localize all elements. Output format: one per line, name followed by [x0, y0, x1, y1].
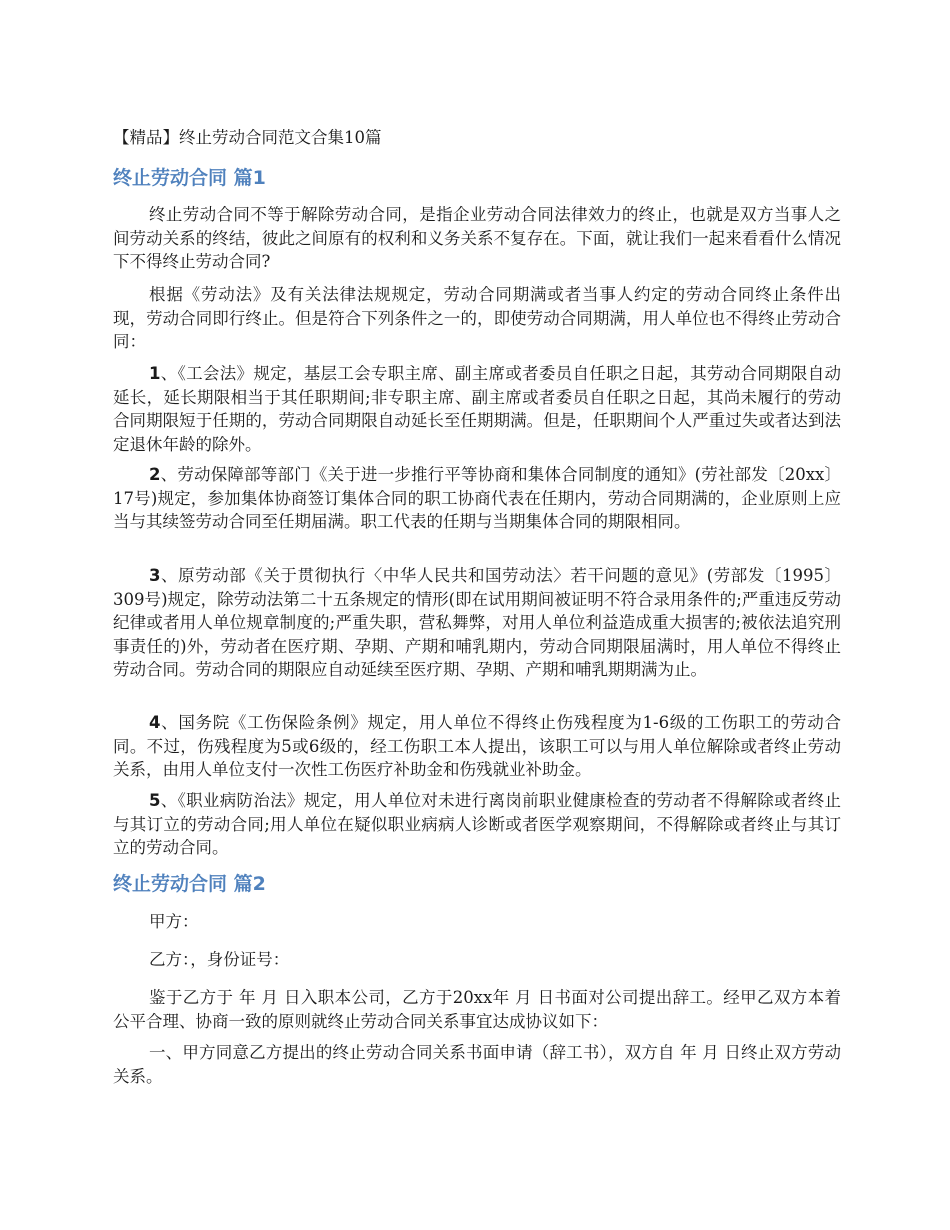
paragraph: 甲方：: [149, 912, 199, 931]
section-heading-2: 终止劳动合同 篇2: [113, 873, 266, 895]
list-item-text: 、原劳动部《关于贯彻执行〈中华人民共和国劳动法〉若干问题的意见》(劳部发〔1995〕309号)规定，除劳动法第二十五条规定的情形(即在试用期间被证明不符合录用条件的;严重违反劳动纪律或者用人单位规章制度的;严重失职，营私舞弊，对用人单位利益造成重大损害的;被依法追究刑事责任的)外，劳动者在医疗期、孕期、产期和哺乳期内，劳动合同期限届满时，用人单位不得终止劳动合同。劳动合同的期限应自动延续至医疗期、孕期、产期和哺乳期期满为止。: [113, 566, 841, 679]
paragraph: 根据《劳动法》及有关法律法规规定，劳动合同期满或者当事人约定的劳动合同终止条件出现，劳动合同即行终止。但是符合下列条件之一的，即使劳动合同期满，用人单位也不得终止劳动合同：: [113, 285, 841, 351]
list-item-number: 1: [149, 364, 161, 383]
list-item-text: 、国务院《工伤保险条例》规定，用人单位不得终止伤残程度为1-6级的工伤职工的劳动合同。不过，伤残程度为5或6级的，经工伤职工本人提出，该职工可以与用人单位解除或者终止劳动关系，由用人单位支付一次性工伤医疗补助金和伤残就业补助金。: [113, 713, 841, 779]
list-item: [113, 789, 841, 860]
list-item: [113, 362, 841, 456]
document-title: 【精品】终止劳动合同范文合集10篇: [113, 128, 382, 147]
list-item-number: 2: [149, 465, 161, 484]
list-item-number: 4: [149, 713, 161, 732]
paragraph: 一、甲方同意乙方提出的终止劳动合同关系书面申请（辞工书），双方自 年 月 日终止双方劳动关系。: [113, 1043, 841, 1086]
list-item: [113, 711, 841, 782]
list-item-number: 5: [149, 791, 161, 810]
list-item-text: 、《职业病防治法》规定，用人单位对未进行离岗前职业健康检查的劳动者不得解除或者终止与其订立的劳动合同;用人单位在疑似职业病病人诊断或者医学观察期间，不得解除或者终止与其订立的劳动合同。: [113, 791, 841, 857]
paragraph: 鉴于乙方于 年 月 日入职本公司，乙方于20xx年 月 日书面对公司提出辞工。经甲乙双方本着公平合理、协商一致的原则就终止劳动合同关系事宜达成协议如下：: [113, 988, 841, 1031]
paragraph: 终止劳动合同不等于解除劳动合同，是指企业劳动合同法律效力的终止，也就是双方当事人之间劳动关系的终结，彼此之间原有的权利和义务关系不复存在。下面，就让我们一起来看看什么情况下不得终止劳动合同?: [113, 205, 841, 271]
list-item-text: 、劳动保障部等部门《关于进一步推行平等协商和集体合同制度的通知》(劳社部发〔20xx〕17号)规定，参加集体协商签订集体合同的职工协商代表在任期内，劳动合同期满的，企业原则上应当与其续签劳动合同至任期届满。职工代表的任期与当期集体合同的期限相同。: [113, 465, 841, 531]
paragraph: 乙方：，身份证号：: [149, 950, 290, 969]
list-item-text: 、《工会法》规定，基层工会专职主席、副主席或者委员自任职之日起，其劳动合同期限自动延长，延长期限相当于其任职期间;非专职主席、副主席或者委员自任职之日起，其尚未履行的劳动合同期限短于任期的，劳动合同期限自动延长至任期期满。但是，任职期间个人严重过失或者达到法定退休年龄的除外。: [113, 364, 841, 454]
section-heading-1: 终止劳动合同 篇1: [113, 167, 266, 189]
list-item-number: 3: [149, 566, 161, 585]
list-item: [113, 564, 841, 682]
list-item: [113, 463, 841, 534]
